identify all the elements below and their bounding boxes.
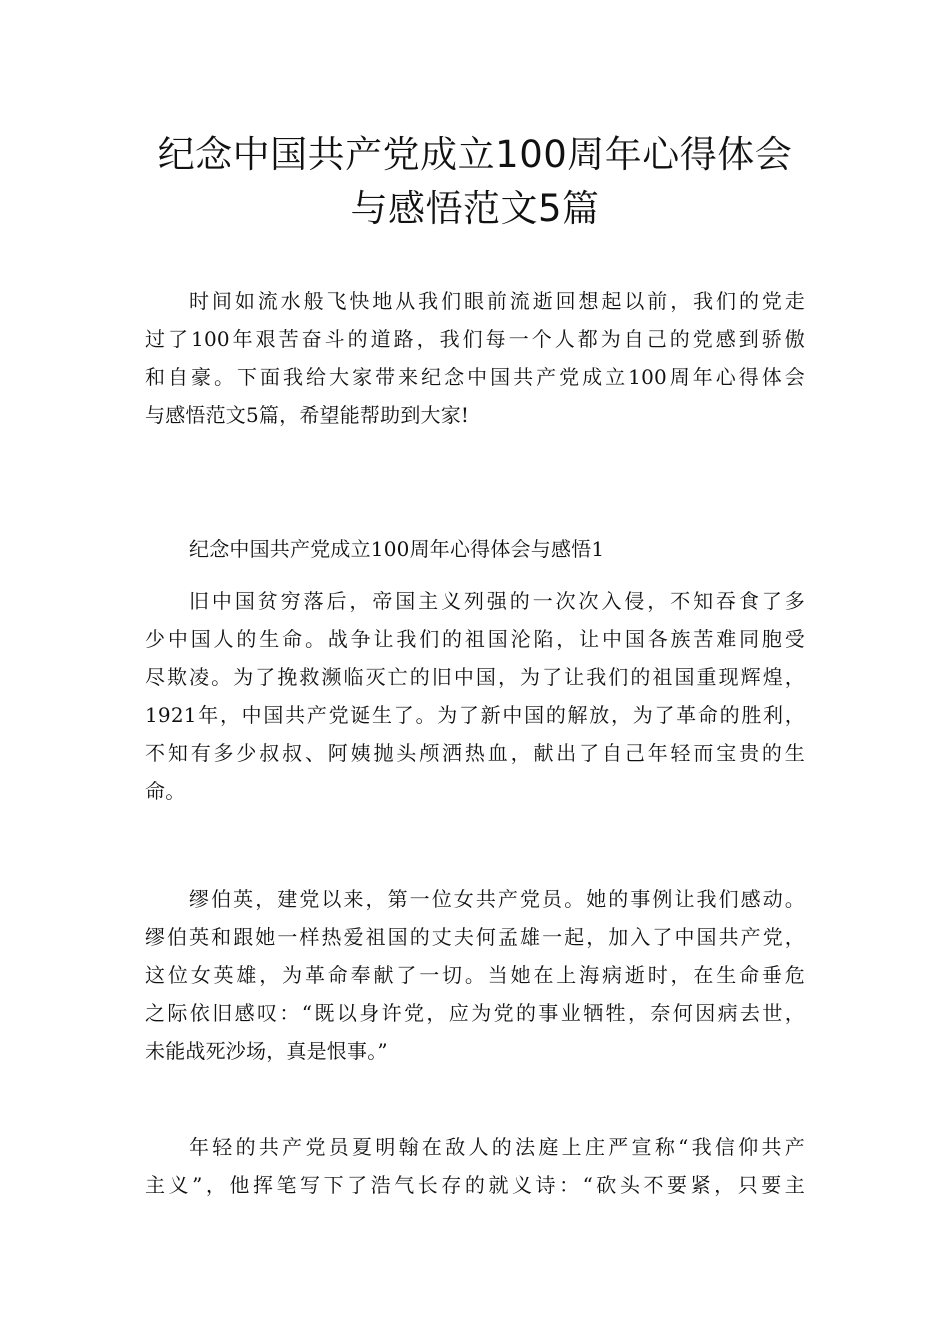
paragraph-line: 未能战死沙场，真是恨事。” [145,1039,388,1063]
intro-line: 过了100年艰苦奋斗的道路，我们每一个人都为自己的党感到骄傲 [145,327,805,351]
paragraph-line: 这位女英雄，为革命奉献了一切。当她在上海病逝时，在生命垂危 [145,963,805,987]
paragraph-line: 旧中国贫穷落后，帝国主义列强的一次次入侵，不知吞食了多 [189,589,805,613]
paragraph-line: 1921年，中国共产党诞生了。为了新中国的解放，为了革命的胜利， [145,703,805,727]
intro-line: 与感悟范文5篇，希望能帮助到大家! [145,403,470,427]
paragraph-1 [145,582,805,810]
paragraph-line: 缪伯英，建党以来，第一位女共产党员。她的事例让我们感动。 [189,887,805,911]
section-heading-text: 纪念中国共产党成立100周年心得体会与感悟1 [189,537,605,561]
intro-line: 时间如流水般飞快地从我们眼前流逝回想起以前，我们的党走 [189,289,805,313]
paragraph-2 [145,880,805,1070]
paragraph-line: 尽欺凌。为了挽救濒临灭亡的旧中国，为了让我们的祖国重现辉煌， [145,665,805,689]
paragraph-line: 命。 [145,779,186,803]
paragraph-line: 缪伯英和跟她一样热爱祖国的丈夫何孟雄一起，加入了中国共产党， [145,925,805,949]
intro-line: 和自豪。下面我给大家带来纪念中国共产党成立100周年心得体会 [145,365,805,389]
paragraph-line: 不知有多少叔叔、阿姨抛头颅洒热血，献出了自己年轻而宝贵的生 [145,741,805,765]
paragraph-3 [145,1128,805,1204]
section-heading [145,530,805,568]
document-title-line-1: 纪念中国共产党成立100周年心得体会 [157,133,793,176]
paragraph-line: 之际依旧感叹：“既以身许党，应为党的事业牺牲，奈何因病去世， [145,1001,805,1025]
paragraph-line: 年轻的共产党员夏明翰在敌人的法庭上庄严宣称“我信仰共产 [189,1135,805,1159]
document-title-line-2: 与感悟范文5篇 [350,187,600,230]
intro-paragraph [145,282,805,434]
paragraph-line: 主义”，他挥笔写下了浩气长存的就义诗：“砍头不要紧，只要主 [145,1173,805,1197]
paragraph-line: 少中国人的生命。战争让我们的祖国沦陷，让中国各族苦难同胞受 [145,627,805,651]
